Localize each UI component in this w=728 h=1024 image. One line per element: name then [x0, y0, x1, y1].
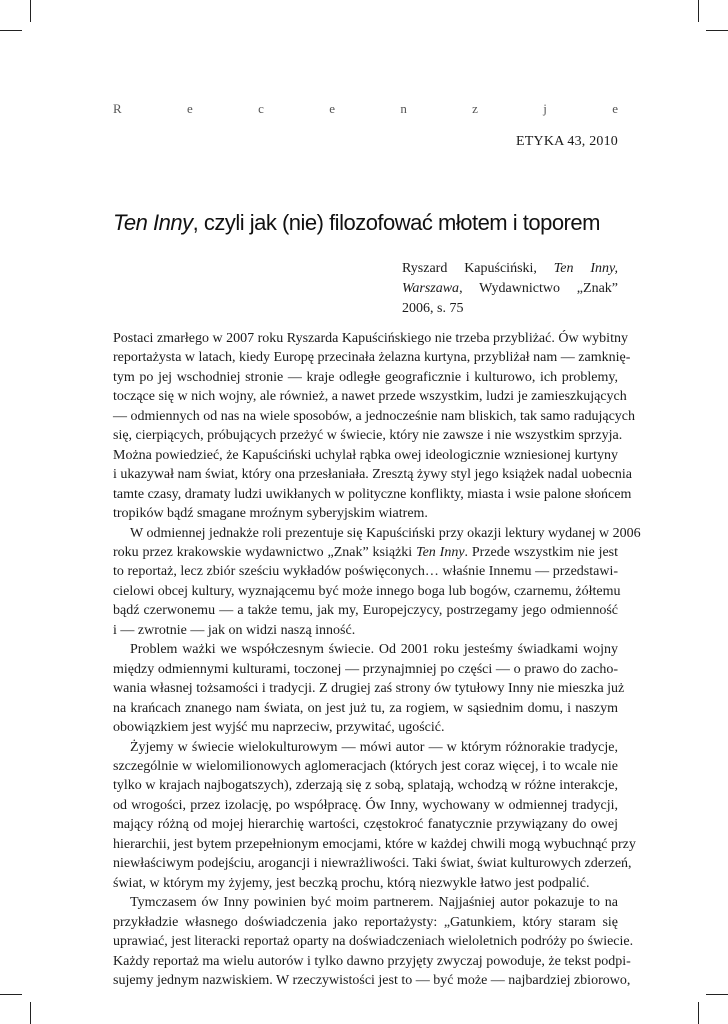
- text-line: bądź czerwonemu — a także temu, jak my, Europejczycy, postrzegamy jego odmienność: [113, 603, 618, 619]
- text-line-mixed: [113, 543, 618, 562]
- text-line: cielowi obcej kultury, wyznającemu być może innego boga lub bogów, czarnemu, żółtemu: [113, 583, 621, 599]
- crop-mark: [0, 30, 22, 31]
- section-header: [113, 101, 618, 121]
- text-line: obowiązkiem jest wyjść mu naprzeciw, przywitać, ugościć.: [113, 720, 445, 736]
- text-line: świat, w którym my żyjemy, jest beczką prochu, którą niezwykle łatwo jest podpalić.: [113, 875, 590, 891]
- paragraph: [113, 738, 636, 894]
- text-line: to reportaż, lecz zbiór sześciu wykładów poświęconych… właśnie Innemu — przedstawi-: [113, 564, 618, 580]
- text-line: tamte czasy, dramaty ludzi uwikłanych w polityczne konflikty, miasta i wsie palone słońcem: [113, 486, 632, 502]
- crop-mark: [0, 994, 22, 995]
- text-line: reportażysta w latach, kiedy Europę przecinała żelazna kurtyna, przybliżał nam — zamknię-: [113, 350, 631, 366]
- crop-mark: [698, 1002, 699, 1024]
- text-line: toczące się w nich wojny, ale również, a nawet przede wszystkim, ludzi je zamieszkujących: [113, 389, 627, 405]
- journal-reference: ETYKA 43, 2010: [516, 134, 618, 149]
- text-line: na krańcach znanego nam świata, on jest już tu, za rogiem, w sąsiednim domu, i naszym: [113, 700, 618, 716]
- citation-book-title: Ten Inny, Warszawa: [402, 261, 618, 296]
- text-line: tylko w krajach najbogatszych), zderzają się z sobą, splatają, wchodzą w różne interakcje,: [113, 778, 618, 794]
- text-line: wania własnej tożsamości i tradycji. Z drugiej zaś strony ów tytułowy Inny nie mieszka już: [113, 681, 625, 697]
- text-line: — odmiennych od nas na wiele sposobów, a jednocześnie nam bliskich, tak samo radujących: [113, 408, 636, 424]
- text-line: hierarchii, jest bytem przepełnionym emocjami, które w każdej chwili mogą wybuchnąć przy: [113, 836, 636, 852]
- text-segment: roku przez krakowskie wydawnictwo „Znak” książki: [113, 544, 417, 560]
- paragraph: [113, 524, 641, 641]
- title-italic: Ten Inny: [113, 210, 193, 235]
- crop-mark: [698, 0, 699, 22]
- section-letter: c: [258, 101, 264, 116]
- text-line: Żyjemy w świecie wielokulturowym — mówi autor — w którym różnorakie tradycje,: [130, 739, 618, 755]
- section-letter: z: [472, 101, 478, 116]
- text-line: Problem ważki we współczesnym świecie. Od 2001 roku jesteśmy świadkami wojny: [130, 642, 618, 658]
- text-line: między odmiennymi kulturami, toczonej — przynajmniej po części — o prawo do zacho-: [113, 661, 618, 677]
- text-line: W odmiennej jednakże roli prezentuje się Kapuściński przy okazji lektury wydanej w 2006: [130, 525, 641, 541]
- paragraph: [113, 329, 636, 524]
- text-line: się, cierpiących, próbujących przeżyć w świecie, który nie zawsze i nie wszystkim sprzyja.: [113, 428, 623, 444]
- crop-mark: [30, 0, 31, 22]
- section-letter: e: [612, 101, 618, 116]
- inline-book-title: Ten Inny: [416, 544, 465, 560]
- title-rest: , czyli jak (nie) filozofować młotem i toporem: [192, 210, 600, 235]
- text-line: Postaci zmarłego w 2007 roku Ryszarda Kapuścińskiego nie trzeba przybliżać. Ów wybitny: [113, 331, 628, 346]
- section-letter: e: [187, 101, 193, 116]
- section-letter: R: [113, 101, 122, 116]
- text-line: przykładzie własnego doświadczenia jako reportażysty: „Gatunkiem, który staram się: [113, 914, 618, 930]
- text-line: tropików bądź smagane mroźnym syberyjskim wiatrem.: [113, 506, 428, 522]
- text-line: niewłaściwym podejściu, arogancji i niewrażliwości. Taki świat, świat kulturowych zderzeń,: [113, 856, 632, 872]
- crop-mark: [30, 1002, 31, 1024]
- article-body: [113, 329, 641, 990]
- citation-publisher: , Wydawnictwo „Znak” 2006, s. 75: [402, 281, 618, 316]
- citation-author: Ryszard Kapuściński,: [402, 261, 554, 276]
- crop-mark: [706, 994, 728, 995]
- text-line: Tymczasem ów Inny powinien być moim partnerem. Najjaśniej autor pokazuje to na: [130, 895, 618, 911]
- paragraph: [113, 640, 625, 737]
- text-line: uprawiać, jest literacki reportaż oparty na doświadczeniach wieloletnich podróży po świecie.: [113, 934, 634, 950]
- section-letter: j: [543, 101, 547, 116]
- text-line: tym po jej wschodniej stronie — kraje odległe geograficznie i kulturowo, ich problemy,: [113, 369, 618, 385]
- text-line: od wrogości, przez izolację, po współpracę. Ów Inny, wychowany w odmiennej tradycji,: [113, 797, 618, 813]
- text-line: szczególnie w wielomilionowych aglomeracjach (których jest coraz więcej, i to wcale nie: [113, 758, 618, 774]
- article-title: [113, 210, 633, 236]
- text-segment: . Przede wszystkim nie jest: [464, 544, 619, 560]
- text-line: sujemy jednym nazwiskiem. W rzeczywistości jest to — być może — najbardziej zbiorowo,: [113, 972, 631, 988]
- text-line: i — zwrotnie — jak on widzi naszą inność.: [113, 622, 356, 638]
- text-line: mający różną od mojej hierarchię wartości, częstokroć fanatycznie przywiązany do owej: [113, 817, 618, 833]
- crop-mark: [706, 30, 728, 31]
- text-line: Każdy reportaż ma wielu autorów i tylko dawno przyjęty zwyczaj powoduje, że tekst podpi-: [113, 953, 631, 969]
- text-line: Można powiedzieć, że Kapuściński uchylał rąbka owej ideologicznie wzniesionej kurtyny: [113, 447, 618, 463]
- text-line: i ukazywał nam świat, który ona przesłaniała. Zresztą żywy styl jego książek nadal uobecnia: [113, 467, 632, 483]
- section-letter: e: [329, 101, 335, 116]
- section-letter: n: [400, 101, 407, 116]
- paragraph: [113, 893, 634, 990]
- book-citation: [402, 259, 618, 319]
